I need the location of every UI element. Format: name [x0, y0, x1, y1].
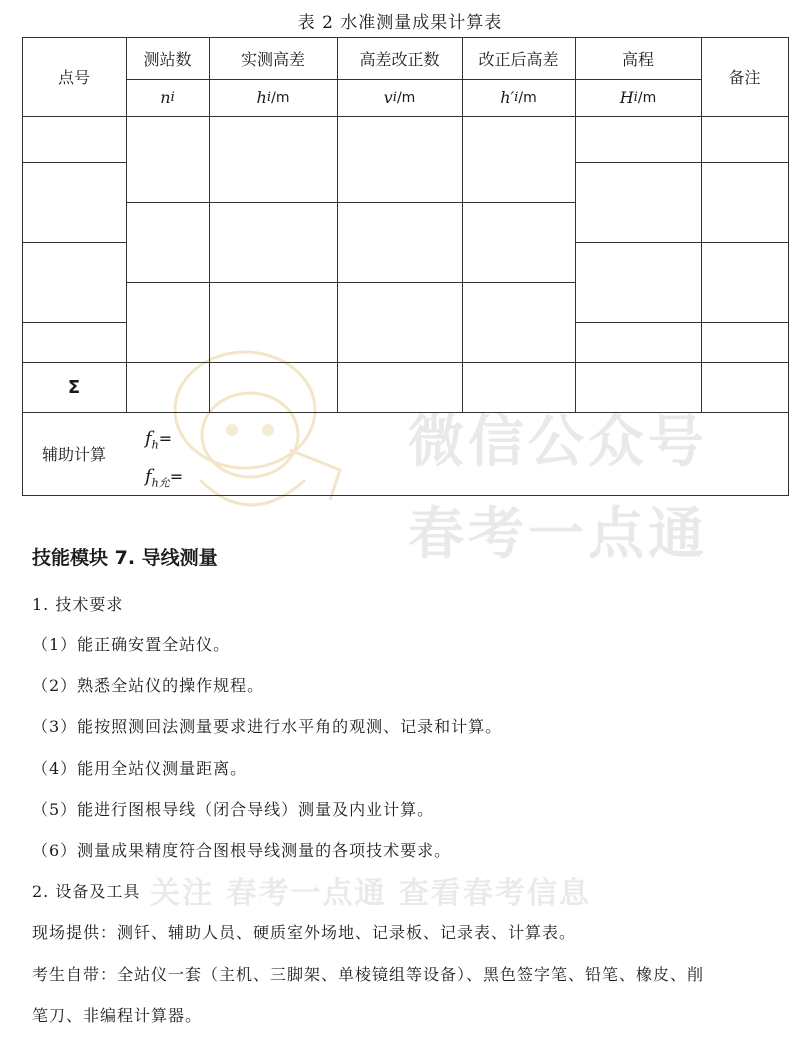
unit-H-var: H	[619, 88, 634, 107]
site-provided: 现场提供：测钎、辅助人员、硬质室外场地、记录板、记录表、计算表。	[32, 923, 577, 942]
header-correction: 高差改正数	[359, 49, 440, 69]
unit-hp-m: /m	[518, 89, 537, 106]
unit-v-var: v	[383, 88, 393, 107]
tech-item-6: （6）测量成果精度符合图根导线测量的各项技术要求。	[32, 841, 452, 860]
section-title: 技能模块 7. 导线测量	[32, 547, 218, 569]
watermark-wechat: 微信公众号	[408, 410, 708, 475]
header-remarks: 备注	[728, 68, 761, 87]
tech-item-3: （3）能按照测回法测量要求进行水平角的观测、记录和计算。	[32, 717, 503, 736]
self-bring-line-2: 笔刀、非编程计算器。	[32, 1006, 203, 1025]
watermark-follow: 关注 春考一点通 查看春考信息	[150, 876, 591, 911]
aux-fha-sub: h允	[151, 476, 170, 490]
tech-item-2: （2）熟悉全站仪的操作规程。	[32, 676, 265, 695]
unit-hp-var: h′	[500, 88, 515, 107]
unit-measured-diff	[209, 79, 337, 116]
unit-n-sub: i	[170, 90, 175, 105]
aux-label: 辅助计算	[41, 445, 106, 464]
unit-hp-sub: i	[514, 90, 519, 105]
header-point: 点号	[57, 68, 90, 87]
header-corrected-diff: 改正后高差	[478, 49, 559, 69]
aux-fh-var: f	[145, 428, 152, 449]
self-bring-line-1: 考生自带：全站仪一套（主机、三脚架、单棱镜组等设备）、黑色签字笔、铅笔、橡皮、削	[32, 965, 705, 984]
watermark-brand: 春考一点通	[408, 502, 708, 567]
equip-heading: 2. 设备及工具	[32, 882, 141, 901]
aux-fh-eq: =	[158, 429, 173, 448]
unit-v-m: /m	[396, 89, 416, 106]
tech-item-4: （4）能用全站仪测量距离。	[32, 759, 248, 778]
aux-fha-eq: =	[169, 467, 184, 486]
tech-item-1: （1）能正确安置全站仪。	[32, 635, 231, 654]
table-caption: 表 2 水准测量成果计算表	[297, 13, 503, 33]
header-measured-diff: 实测高差	[240, 49, 305, 69]
tech-heading: 1. 技术要求	[32, 595, 124, 614]
unit-corrected-diff	[462, 79, 575, 116]
unit-h-sub: i	[266, 90, 272, 105]
aux-fha-var: f	[145, 466, 152, 487]
sum-label: Σ	[67, 376, 81, 398]
header-stations: 测站数	[143, 49, 192, 69]
aux-fh-allow-line	[145, 466, 183, 491]
unit-h-m: /m	[271, 89, 290, 106]
tech-item-5: （5）能进行图根导线（闭合导线）测量及内业计算。	[32, 800, 435, 819]
unit-elevation	[575, 79, 701, 116]
unit-n-var: n	[160, 88, 171, 107]
aux-fh-line	[145, 428, 172, 452]
unit-correction	[337, 79, 462, 116]
unit-stations	[126, 79, 209, 116]
unit-H-sub: i	[633, 90, 638, 105]
unit-H-m: /m	[637, 89, 657, 106]
unit-h-var: h	[256, 88, 267, 107]
unit-v-sub: i	[392, 90, 397, 105]
aux-fh-sub: h	[151, 438, 159, 452]
header-elevation: 高程	[621, 49, 654, 69]
